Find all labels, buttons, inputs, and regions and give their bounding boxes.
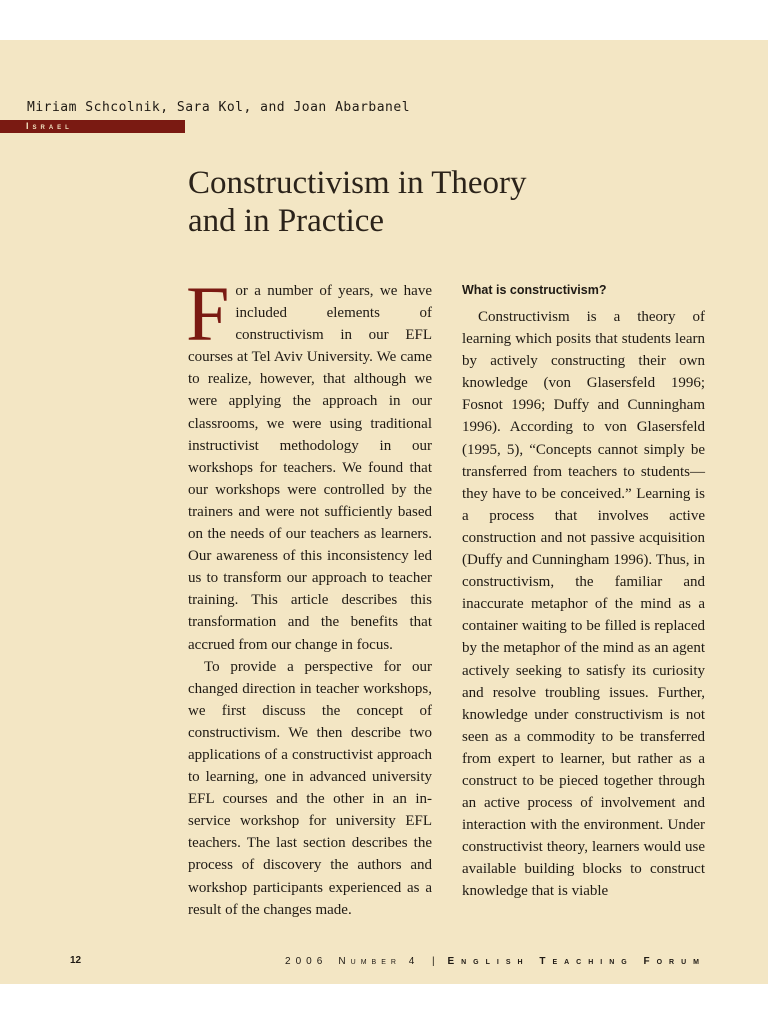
footer-journal-name: English Teaching Forum bbox=[447, 956, 706, 967]
intro-paragraph bbox=[186, 270, 432, 656]
journal-page bbox=[0, 40, 768, 984]
country-bar bbox=[0, 120, 185, 133]
title-line-2: and in Practice bbox=[188, 203, 385, 239]
constructivism-paragraph: Constructivism is a theory of learning which posits that students learn by actively constructing their own knowledge (von Glasersfeld 1996; Fosnot 1996; Duffy and Cunningham 1996). According to von Glasersfeld (1995, 5), “Concepts cannot simply be transferred from teachers to students—they have to be conceived.” Learning is a process that involves active construction and not passive acquisition (Duffy and Cunningham 1996). Thus, in constructivism, the familiar and inaccurate metaphor of the mind as a container waiting to be filled is replaced by the metaphor of the mind as an agent actively seeking to satisfy its curiosity and resolve troubling issues. Further, knowledge under constructivism is not seen as a commodity to be transferred from expert to learner, but rather as a construct to be pieced together through an active process of involvement and interaction with the environment. Under constructivist theory, learners would use available building blocks to construct knowledge that is viable bbox=[462, 309, 705, 900]
title-line-1: Constructivism in Theory bbox=[188, 165, 527, 201]
page-number: 12 bbox=[70, 955, 82, 966]
section-heading: What is constructivism? bbox=[462, 283, 607, 297]
article-title bbox=[188, 164, 628, 240]
country-label: Israel bbox=[26, 121, 73, 131]
footer-separator: | bbox=[432, 956, 435, 967]
footer-year: 2006 bbox=[285, 956, 328, 967]
drop-cap: F bbox=[186, 270, 230, 357]
footer-running-head bbox=[285, 956, 706, 967]
right-column bbox=[462, 282, 705, 903]
intro-paragraph-text: or a number of years, we have included elements of constructivism in our EFL courses at Tel Aviv University. We came to realize, however, that although we were applying the approach in our classrooms, we were using traditional instructivist methodology in our workshops for teachers. We found that our workshops were controlled by the trainers and were not sufficiently based on the needs of our teachers as learners. Our awareness of this inconsistency led us to transform our approach to teacher training. This article describes this transformation and the benefits that accrued from our change in focus. bbox=[188, 283, 432, 653]
perspective-paragraph: To provide a perspective for our changed direction in teacher workshops, we first discuss the concept of constructivism. We then describe two applications of a constructivist approach to learning, one in advanced university EFL courses and the other in an in-service workshop for university EFL teachers. The last section describes the process of discovery the authors and workshop participants experienced as a result of the changes made. bbox=[188, 658, 432, 918]
footer-issue: Number 4 bbox=[338, 956, 420, 967]
left-column bbox=[186, 270, 432, 921]
author-line: Miriam Schcolnik, Sara Kol, and Joan Abarbanel bbox=[27, 100, 411, 115]
